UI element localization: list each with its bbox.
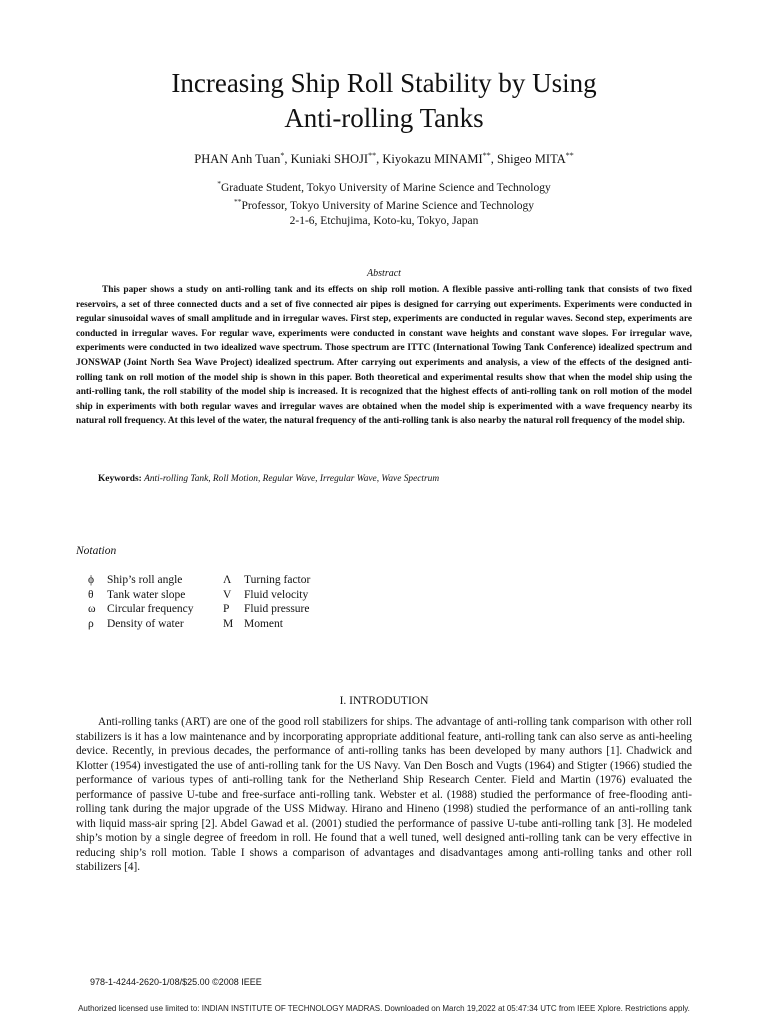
author-separator: , — [284, 152, 291, 167]
keywords — [98, 474, 439, 484]
notation-symbol: P — [223, 603, 230, 615]
author-separator: , — [376, 152, 383, 167]
author-name: Shigeo MITA — [496, 152, 566, 167]
footer-copyright: 978-1-4244-2620-1/08/$25.00 ©2008 IEEE — [90, 977, 262, 987]
affiliation-text: Professor, Tokyo University of Marine Science and Technology — [241, 200, 535, 213]
notation-row — [88, 573, 344, 588]
affiliation-text: 2-1-6, Etchujima, Koto-ku, Tokyo, Japan — [289, 214, 479, 227]
notation-symbol: ω — [88, 603, 96, 615]
abstract-text: This paper shows a study on anti-rolling tank and its effects on ship roll motion. A flexible passive anti-rolling tank that consists of two fixed reservoirs, a set of three connected ducts and a set of five connected air pipes is designed for carrying out experiments. Experiments were conducted in regular sinusoidal waves of small amplitude and in irregular waves. First step, experiments are conducted in regular waves. Second step, experiments are conducted in irregular waves. For regular wave, experiments were conducted in constant wave heights and constant wave slopes. For irregular wave, experiments were conducted in two idealized wave spectrum. Those spectrum are ITTC (International Towing Tank Conference) idealized spectrum and JONSWAP (Joint North Sea Wave Project) idealized spectrum. After carrying out experiments and analysis, a view of the effects of the designed anti-rolling tank on roll motion of the model ship is shown in this paper. Both theoretical and experimental results show that when the model ship using the anti-rolling tank, the roll stability of the model ship is increased. It is recognized that the highest effects of anti-rolling tank on roll motion of the model ship in experiments with both regular waves and irregular waves are obtained when the model ship is experimented with a wave frequency nearby its natural roll frequency. At this level of the water, the natural frequency of the anti-rolling tank is also nearby the natural roll frequency of the model ship. — [76, 285, 692, 427]
author-mark: ** — [368, 151, 377, 160]
paper-title — [0, 66, 768, 136]
notation-description: Tank water slope — [107, 588, 186, 601]
author-name: PHAN Anh Tuan — [194, 152, 281, 167]
notation-symbol: ρ — [88, 617, 94, 630]
affiliation-line — [0, 214, 768, 229]
notation-symbol: M — [223, 617, 234, 630]
author-name: Kuniaki SHOJI — [290, 152, 369, 167]
notation-description: Density of water — [107, 617, 184, 630]
abstract-heading: Abstract — [367, 268, 401, 279]
notation-symbol: ϕ — [88, 574, 95, 586]
notation-description: Circular frequency — [107, 603, 194, 615]
title-line-1: Increasing Ship Roll Stability by Using — [171, 68, 597, 98]
notation-row — [88, 617, 344, 632]
author-mark: * — [280, 151, 285, 160]
notation-heading: Notation — [76, 545, 117, 557]
notation-description: Fluid velocity — [244, 588, 309, 601]
notation-row — [88, 602, 344, 617]
author-separator: , — [490, 152, 497, 167]
introduction-text: Anti-rolling tanks (ART) are one of the good roll stabilizers for ships. The advantage of anti-rolling tank comparison with other roll stabilizers is it has a low maintenance and by incorporating appropriate additional feature, anti-rolling tank can also serve as anti-heeling device. Recently, in previous decades, the performance of anti-rolling tanks has been developed by many authors [1]. Chadwick and Klotter (1954) investigated the use of anti-rolling tank for the US Navy. Van Den Bosch and Vugts (1964) and Stigter (1966) studied the performance of various types of anti-rolling tank for the Netherland Ship Research Center. Field and Martin (1976) evaluated the performance of passive U-tube and free-surface anti-rolling tank. Webster et al. (1988) studied the performance of free-flooding anti-rolling tank during the major upgrade of the USS Midway. Hirano and Hineno (1998) studied the performance of an anti-rolling tank with liquid mass-air spring [2]. Abdel Gawad et al. (2001) studied the performance of passive U-tube anti-rolling tank [3]. He modeled ship’s motion by a single degree of freedom in roll. He found that a well tuned, well designed anti-rolling tank can be very effective in reducing ship’s roll motion. Table I shows a comparison of advantages and disadvantages among anti-rolling tanks and other roll stabilizers [4]. — [76, 716, 692, 873]
notation-list — [88, 573, 344, 631]
affiliation-mark: * — [217, 179, 221, 188]
affiliation-line — [0, 195, 768, 213]
notation-symbol: θ — [88, 588, 94, 601]
keywords-text: Anti-rolling Tank, Roll Motion, Regular Wave, Irregular Wave, Wave Spectrum — [144, 474, 440, 484]
notation-description: Fluid pressure — [244, 603, 310, 615]
author-name: Kiyokazu MINAMI — [382, 152, 483, 167]
author-mark: ** — [565, 151, 574, 160]
section-heading: I. INTRODUTION — [339, 695, 429, 707]
notation-symbol: Λ — [223, 574, 232, 586]
keywords-label: Keywords: — [98, 474, 142, 484]
affiliation-text: Graduate Student, Tokyo University of Marine Science and Technology — [220, 181, 551, 194]
notation-description: Moment — [244, 617, 283, 630]
affiliation-line — [0, 177, 768, 195]
footer-license-notice: Authorized licensed use limited to: INDIAN INSTITUTE OF TECHNOLOGY MADRAS. Downloaded on March 19,2022 at 05:47:34 UTC from IEEE Xplore. Restrictions apply. — [78, 1004, 690, 1013]
affiliation-mark: ** — [233, 197, 242, 207]
author-mark: ** — [482, 151, 491, 160]
notation-symbol: V — [223, 588, 232, 601]
notation-description: Ship’s roll angle — [107, 574, 183, 586]
title-line-2: Anti-rolling Tanks — [284, 103, 484, 133]
notation-description: Turning factor — [244, 574, 311, 586]
author-list — [0, 148, 768, 167]
affiliations — [0, 177, 768, 228]
notation-row — [88, 588, 344, 603]
